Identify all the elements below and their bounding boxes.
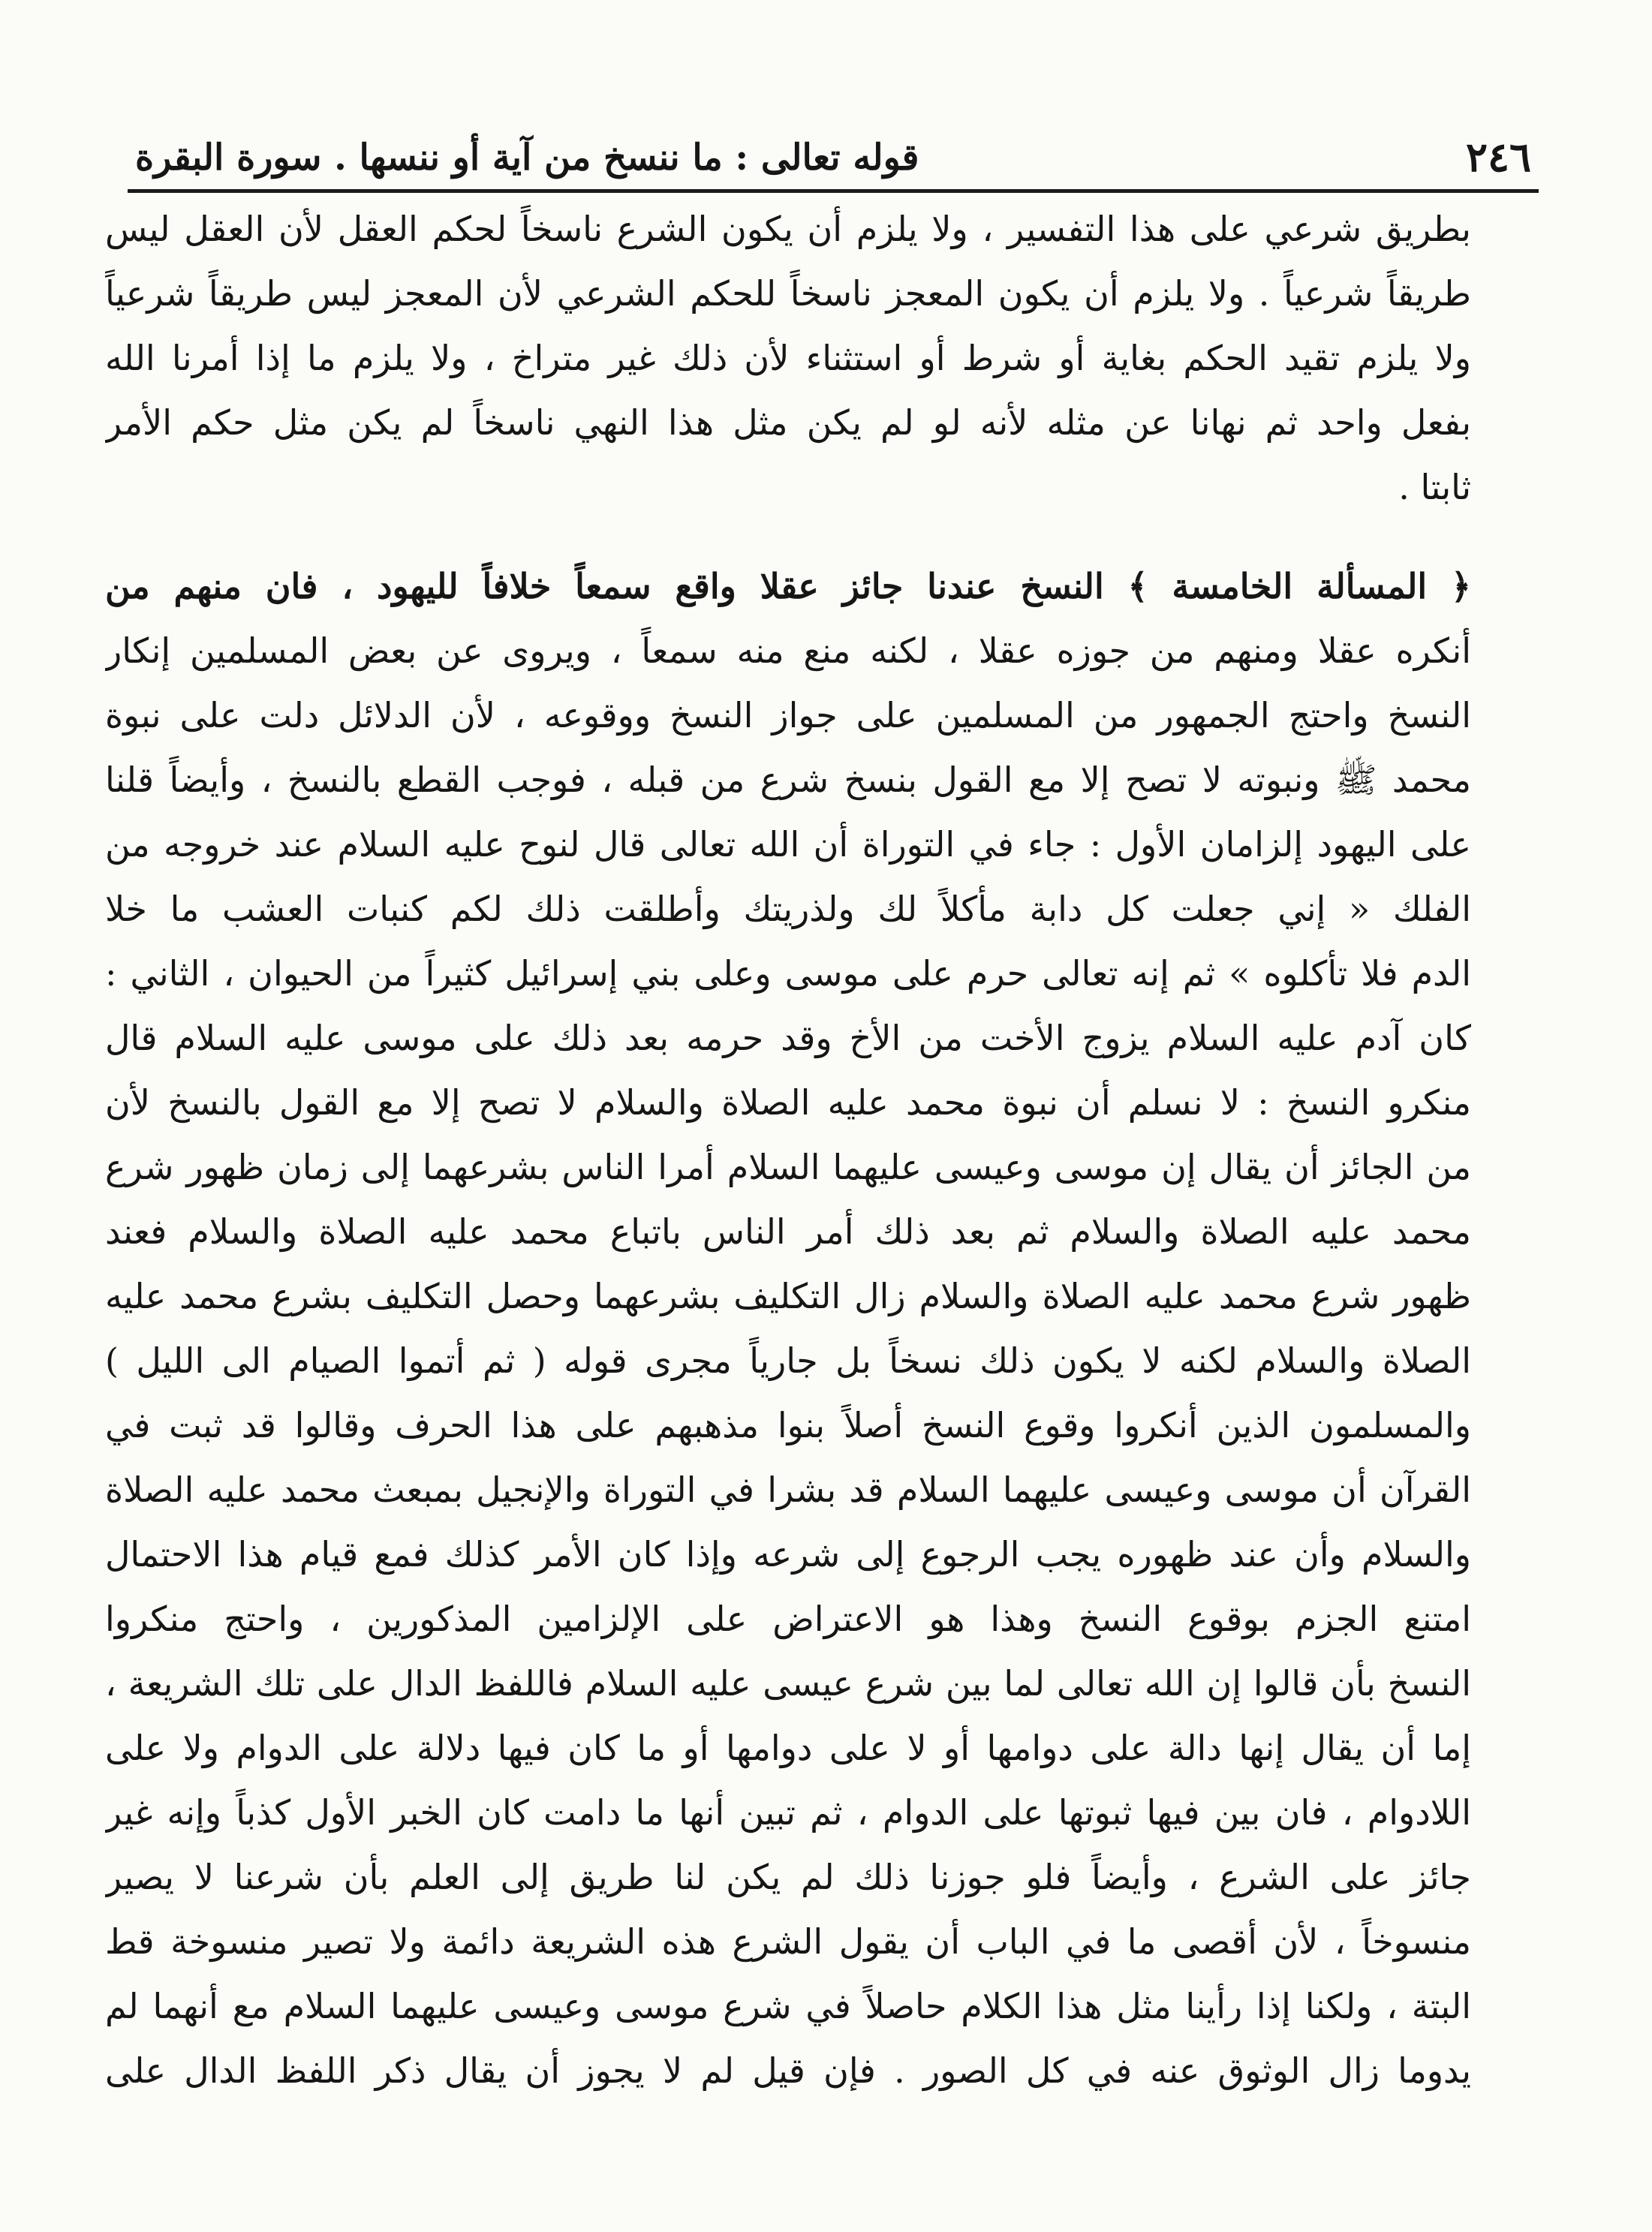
text-line: على اليهود إلزامان الأول : جاء في التوراة أن الله تعالى قال لنوح عليه السلام عند خروجه من — [105, 824, 1471, 865]
paragraph-2 — [105, 554, 1471, 2232]
text-line: القرآن أن موسى وعيسى عليهما السلام قد بشرا في التوراة والإنجيل بمبعث محمد عليه الصلاة — [105, 1469, 1471, 1510]
paragraph-gap — [105, 519, 1471, 554]
text-line: الدم فلا تأكلوه » ثم إنه تعالى حرم على موسى وعلى بني إسرائيل كثيراً من الحيوان ، الثاني : — [105, 953, 1471, 994]
text-line: إما أن يقال إنها دالة على دوامها أو لا على دوامها أو ما كان فيها دلالة على الدوام ولا على — [105, 1728, 1471, 1768]
text-line: بطريق شرعي على هذا التفسير ، ولا يلزم أن يكون الشرع ناسخاً لحكم العقل لأن العقل ليس — [105, 209, 1471, 249]
page-number: ٢٤٦ — [1465, 133, 1531, 181]
text-line: ظهور شرع محمد عليه الصلاة والسلام زال التكليف بشرعهما وحصل التكليف بشرع محمد عليه — [105, 1276, 1471, 1316]
text-line: النسخ بأن قالوا إن الله تعالى لما بين شرع عيسى عليه السلام فاللفظ الدال على تلك الشريعة ، — [105, 1663, 1471, 1704]
text-line: كان آدم عليه السلام يزوج الأخت من الأخ وقد حرمه بعد ذلك على موسى عليه السلام قال — [105, 1018, 1471, 1058]
running-title: قوله تعالى : ما ننسخ من آية أو ننسها . سورة البقرة — [135, 137, 919, 179]
text-line: اللادوام ، فان بين فيها ثبوتها على الدوام ، ثم تبين أنها ما دامت كان الخبر الأول كذباً وإنه غير — [105, 1792, 1471, 1833]
text-line: ولا يلزم تقيد الحكم بغاية أو شرط أو استثناء لأن ذلك غير متراخ ، ولا يلزم ما إذا أمرنا الله — [105, 338, 1471, 378]
text-line: ثابتا . — [1398, 467, 1471, 507]
text-line: أنكره عقلا ومنهم من جوزه عقلا ، لكنه منع منه سمعاً ، ويروى عن بعض المسلمين إنكار — [105, 630, 1471, 671]
text-line: طريقاً شرعياً . ولا يلزم أن يكون المعجز ناسخاً للحكم الشرعي لأن المعجز ليس طريقاً شرعياً — [105, 273, 1471, 314]
text-line: والسلام وأن عند ظهوره يجب الرجوع إلى شرعه وإذا كان الأمر كذلك فمع قيام هذا الاحتمال — [105, 1534, 1471, 1575]
text-line: والمسلمون الذين أنكروا وقوع النسخ أصلاً بنوا مذهبهم على هذا الحرف وقالوا قد ثبت في — [105, 1405, 1471, 1445]
text-line: محمد ﷺ ونبوته لا تصح إلا مع القول بنسخ شرع من قبله ، فوجب القطع بالنسخ ، وأيضاً قلنا — [105, 760, 1471, 800]
page-header — [135, 98, 1531, 180]
text-line — [105, 2167, 1471, 2232]
text-line: الفلك « إني جعلت كل دابة مأكلاً لك ولذريتك وأطلقت ذلك لكم كنبات العشب ما خلا — [105, 889, 1471, 929]
section-heading-line: ﴿ المسألة الخامسة ﴾ النسخ عندنا جائز عقلا واقع سمعاً خلافاً لليهود ، فان منهم من — [105, 566, 1471, 606]
text-line: يدوما زال الوثوق عنه في كل الصور . فإن قيل لم لا يجوز أن يقال ذكر اللفظ الدال على — [105, 2050, 1471, 2091]
text-line: منسوخاً ، لأن أقصى ما في الباب أن يقول الشرع هذه الشريعة دائمة ولا تصير منسوخة قط — [105, 1921, 1471, 1962]
text-line: محمد عليه الصلاة والسلام ثم بعد ذلك أمر الناس باتباع محمد عليه الصلاة والسلام فعند — [105, 1211, 1471, 1252]
header-rule — [128, 189, 1539, 193]
paragraph-1 — [105, 197, 1471, 519]
text-line: منكرو النسخ : لا نسلم أن نبوة محمد عليه الصلاة والسلام لا تصح إلا مع القول بالنسخ لأن — [105, 1082, 1471, 1123]
text-line: الصلاة والسلام لكنه لا يكون ذلك نسخاً بل جارياً مجرى قوله ( ثم أتموا الصيام الى الليل ) — [105, 1340, 1471, 1381]
text-line: جائز على الشرع ، وأيضاً فلو جوزنا ذلك لم يكن لنا طريق إلى العلم بأن شرعنا لا يصير — [105, 1857, 1471, 1897]
text-line: النسخ واحتج الجمهور من المسلمين على جواز النسخ ووقوعه ، لأن الدلائل دلت على نبوة — [105, 695, 1471, 735]
body-text — [105, 197, 1471, 2232]
text-line: البتة ، ولكنا إذا رأينا مثل هذا الكلام حاصلاً في شرع موسى وعيسى عليهما السلام مع أنهما لم — [105, 1986, 1471, 2026]
text-line: امتنع الجزم بوقوع النسخ وهذا هو الاعتراض على الإلزامين المذكورين ، واحتج منكروا — [105, 1599, 1471, 1639]
text-line: من الجائز أن يقال إن موسى وعيسى عليهما السلام أمرا الناس بشرعهما إلى زمان ظهور شرع — [105, 1147, 1471, 1187]
text-line — [105, 2103, 1471, 2167]
text-line: بفعل واحد ثم نهانا عن مثله لأنه لو لم يكن مثل هذا النهي ناسخاً لم يكن مثل حكم الأمر — [105, 402, 1471, 443]
